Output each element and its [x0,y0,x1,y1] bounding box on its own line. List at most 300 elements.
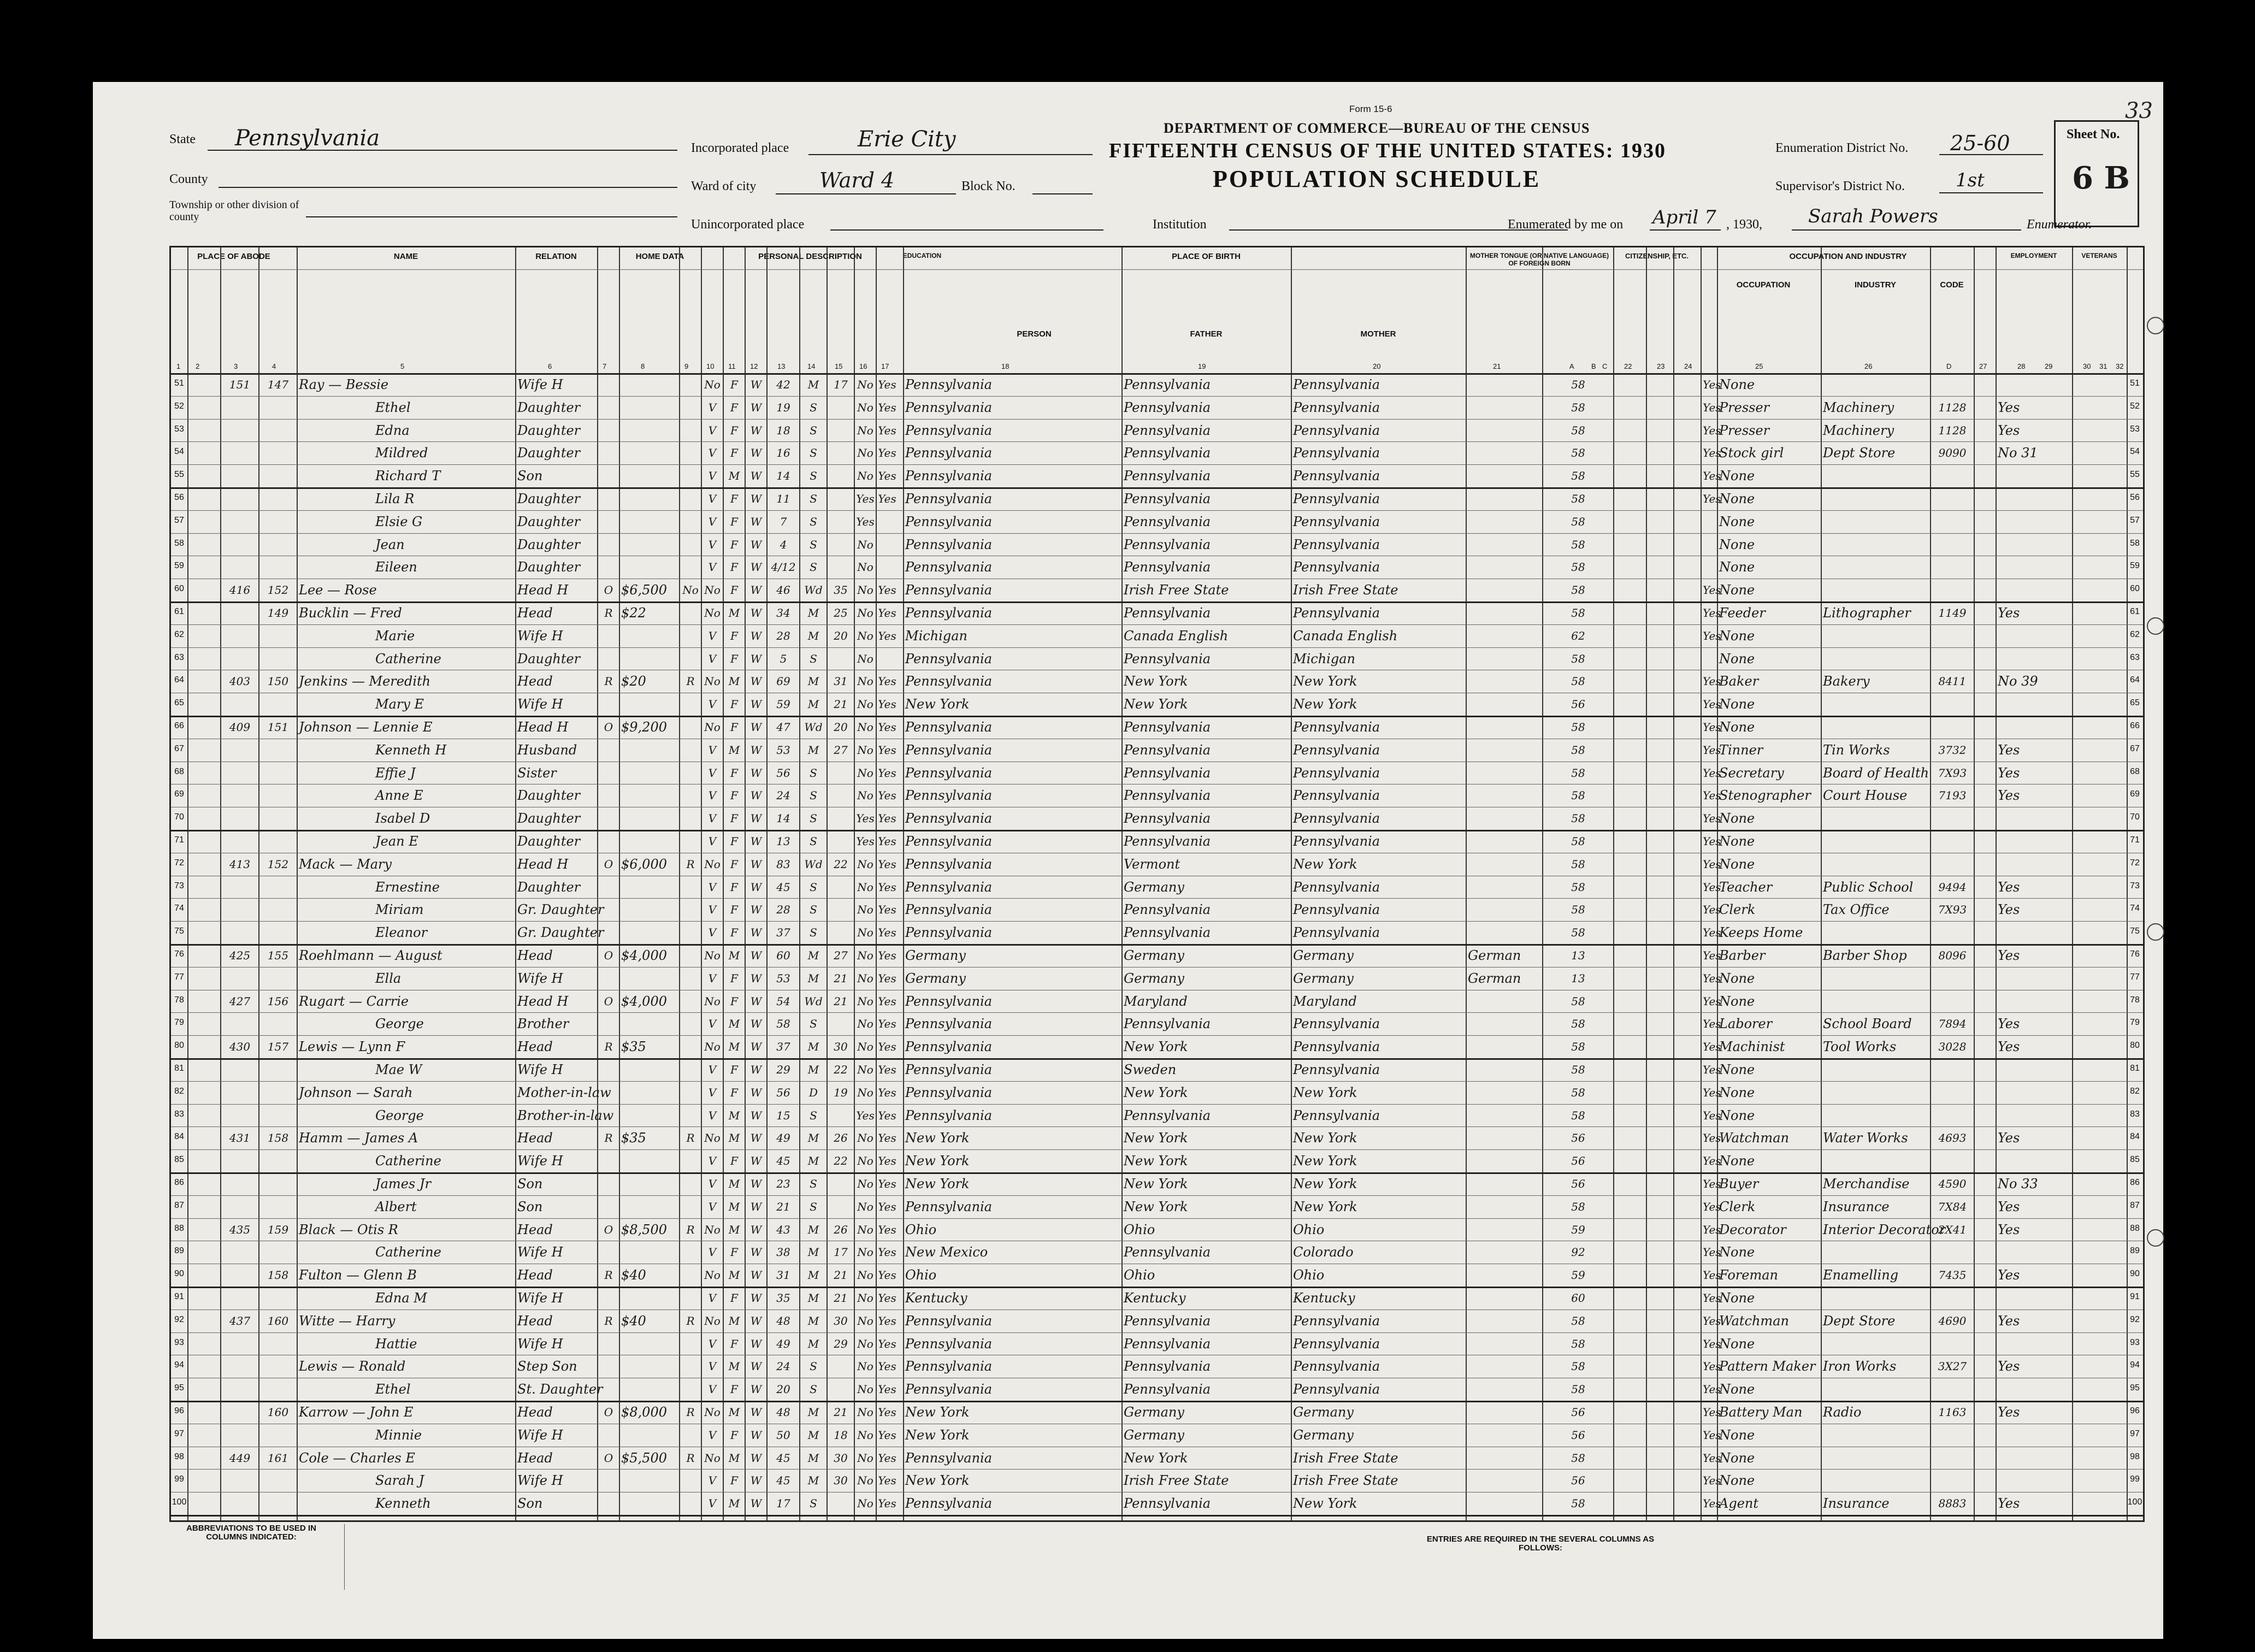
row-number-right: 94 [2130,1360,2140,1370]
cell-name: Richard T [375,468,441,484]
row-number: 98 [174,1452,184,1461]
cell-farm: No [704,583,721,597]
cell-sex: F [730,378,738,391]
cell-emp: Yes [1703,1497,1721,1511]
punch-hole [2147,1229,2164,1247]
cell-code: 58 [1571,1314,1585,1328]
cell-work: Yes [1998,879,2020,895]
cell-mb: Germany [1293,948,1354,963]
cell-fb: New York [1124,674,1188,689]
cell-read: Yes [878,1314,896,1328]
cell-read: Yes [878,949,896,962]
table-row [171,556,2143,579]
cell-work: Yes [1998,1313,2020,1329]
cell-emp: Yes [1703,1017,1721,1031]
punch-hole [2147,923,2164,941]
cell-occ: None [1719,559,1755,575]
cell-ind: Tin Works [1823,742,1890,758]
cell-emp: Yes [1703,629,1721,642]
cell-pb: Pennsylvania [905,925,993,941]
cell-radio: R [686,1131,695,1145]
cell-name: Jean [375,536,405,552]
cell-sch: No [857,1268,873,1282]
cell-pb: New York [905,1427,970,1443]
cell-ind: Iron Works [1823,1359,1897,1374]
cell-agem: 26 [834,1223,848,1236]
cell-age: 28 [776,629,790,642]
cell-sex: F [730,423,738,437]
cell-mb: Pennsylvania [1293,1359,1380,1374]
cell-occ: Decorator [1719,1222,1786,1237]
cell-occ: Stock girl [1719,445,1784,461]
table-row [171,579,2143,601]
cell-fb: Sweden [1124,1062,1177,1077]
cell-mb: Pennsylvania [1293,925,1380,941]
cell-emp: Yes [1703,1200,1721,1213]
cell-pb: Pennsylvania [905,834,993,849]
cell-agem: 21 [834,994,848,1008]
cell-rel: Head [517,674,553,689]
cell-fam: 151 [267,721,289,734]
cell-farm: V [708,1177,717,1190]
row-number: 71 [174,835,184,845]
cell-mar: S [810,469,817,483]
subhead-industry: INDUSTRY [1854,280,1897,290]
cell-sch: Yes [856,492,875,505]
cell-occ: None [1719,697,1755,712]
cell-name: Ernestine [375,879,440,895]
cell-name: Karrow — John E [299,1405,414,1420]
cell-pb: Pennsylvania [905,1336,993,1352]
cell-mb: New York [1293,1199,1357,1214]
cell-agem: 21 [834,971,848,985]
cell-age: 24 [776,789,790,803]
cell-age: 23 [776,1177,790,1190]
cell-read: Yes [878,1177,896,1190]
cell-name: Jenkins — Meredith [299,674,431,689]
cell-farm: V [708,492,717,505]
cell-race: W [750,743,762,757]
cell-own: R [604,1040,613,1054]
cell-code: 58 [1571,606,1585,620]
cell-sex: F [730,1337,738,1350]
cell-farm: No [704,1040,721,1054]
row-number-right: 74 [2130,904,2140,913]
cell-name: Hamm — James A [299,1130,418,1146]
cell-race: W [750,903,762,917]
cell-pb: Pennsylvania [905,1107,993,1123]
cell-code: 58 [1571,1063,1585,1076]
cell-ind: Enamelling [1823,1267,1899,1283]
cell-age: 13 [776,835,790,848]
cell-farm: V [708,1063,717,1076]
cell-sch: No [857,1360,873,1373]
cell-ind: Insurance [1823,1496,1890,1512]
cell-age: 21 [776,1200,790,1213]
cell-emp: Yes [1703,1154,1721,1168]
cell-sch: No [857,880,873,894]
column-number: 12 [750,362,758,370]
subhead-code: CODE [1940,280,1964,290]
cell-pb: Pennsylvania [905,491,993,506]
cell-farm: No [704,721,721,734]
cell-mb: Pennsylvania [1293,491,1380,506]
cell-farm: No [704,1223,721,1236]
cell-pb: Ohio [905,1267,937,1283]
cell-fb: Kentucky [1124,1290,1186,1306]
cell-fb: Germany [1124,1405,1184,1420]
cell-sex: F [730,400,738,414]
cell-agem: 22 [834,857,848,871]
cell-code: 58 [1571,1017,1585,1031]
cell-race: W [750,949,762,962]
cell-mar: S [810,926,817,940]
cell-code: 13 [1571,971,1585,985]
cell-age: 20 [776,1383,790,1396]
row-number: 85 [174,1155,184,1165]
cell-mar: M [807,1406,819,1419]
cell-ocode: 7894 [1938,1017,1967,1031]
table-row [171,487,2143,510]
row-number: 52 [174,401,184,411]
cell-race: W [750,1428,762,1442]
cell-emp: Yes [1703,1428,1721,1442]
row-number: 96 [174,1406,184,1415]
table-row [171,876,2143,899]
cell-occ: None [1719,719,1755,735]
cell-pb: Pennsylvania [905,1496,993,1512]
cell-fb: Ohio [1124,1222,1155,1237]
cell-mar: S [810,1360,817,1373]
cell-age: 14 [776,812,790,825]
cell-occ: Baker [1719,674,1759,689]
cell-own: O [604,1223,613,1236]
cell-fb: Pennsylvania [1124,651,1211,666]
row-number: 82 [174,1086,184,1096]
cell-fam: 150 [267,675,289,688]
cell-sex: M [728,675,740,688]
cell-race: W [750,423,762,437]
row-number: 70 [174,812,184,822]
cell-farm: V [708,1246,717,1259]
cell-mb: Pennsylvania [1293,1107,1380,1123]
cell-mb: Pennsylvania [1293,1382,1380,1397]
cell-age: 4/12 [771,560,796,574]
row-number: 84 [174,1132,184,1142]
cell-pb: Pennsylvania [905,765,993,781]
table-row [171,990,2143,1013]
cell-read: Yes [878,903,896,917]
schedule-title: POPULATION SCHEDULE [1213,166,1541,192]
cell-mar: M [807,1291,819,1305]
column-number: 30 [2083,362,2091,370]
cell-sex: M [728,1268,740,1282]
cell-occ: None [1719,970,1755,986]
cell-ocode: 9090 [1938,446,1967,460]
cell-read: Yes [878,789,896,803]
cell-name: Catherine [375,1153,441,1169]
cell-sch: No [857,1017,873,1031]
cell-emp: Yes [1703,743,1721,757]
cell-radio: R [686,675,695,688]
cell-occ: None [1719,1336,1755,1352]
cell-house: 437 [229,1314,251,1328]
cell-code: 58 [1571,583,1585,597]
cell-sch: No [857,743,873,757]
cell-emp: Yes [1703,1040,1721,1054]
cell-mar: S [810,835,817,848]
cell-mar: Wd [804,994,823,1008]
table-row [171,830,2143,853]
column-number: 24 [1684,362,1692,370]
cell-sch: No [857,1154,873,1168]
cell-rel: Son [517,1199,543,1214]
cell-pb: New York [905,1176,970,1191]
cell-name: Fulton — Glenn B [299,1267,417,1283]
cell-read: Yes [878,1360,896,1373]
cell-age: 49 [776,1337,790,1350]
cell-emp: Yes [1703,1177,1721,1190]
cell-pb: Ohio [905,1222,937,1237]
form-number: Form 15-6 [1349,104,1392,114]
subhead-father: FATHER [1190,329,1223,339]
cell-ocode: 1128 [1938,423,1967,437]
cell-emp: Yes [1703,880,1721,894]
cell-occ: Pattern Maker [1719,1359,1816,1374]
cell-occ: None [1719,582,1755,598]
cell-occ: Presser [1719,422,1770,438]
cell-code: 58 [1571,652,1585,665]
cell-sex: M [728,1360,740,1373]
cell-code: 58 [1571,675,1585,688]
county-label: County [169,172,208,186]
cell-emp: Yes [1703,1223,1721,1236]
cell-name: Jean E [375,834,418,849]
row-number: 56 [174,493,184,502]
cell-code: 56 [1571,1428,1585,1442]
cell-fb: Ohio [1124,1267,1155,1283]
row-number: 94 [174,1360,184,1370]
row-number: 88 [174,1223,184,1233]
cell-ocode: 3732 [1938,743,1967,757]
cell-name: Isabel D [375,811,430,827]
cell-sex: M [728,1406,740,1419]
group-personal: PERSONAL DESCRIPTION [758,252,862,261]
cell-fb: New York [1124,1039,1188,1055]
cell-mb: Germany [1293,970,1354,986]
cell-code: 58 [1571,857,1585,871]
cell-read: Yes [878,1200,896,1213]
cell-ocode: 3028 [1938,1040,1967,1054]
cell-own: O [604,583,613,597]
cell-race: W [750,1246,762,1259]
cell-fb: Pennsylvania [1124,559,1211,575]
cell-agem: 30 [834,1451,848,1465]
cell-code: 58 [1571,1040,1585,1054]
cell-lang: German [1468,948,1521,963]
cell-ocode: 7X93 [1938,766,1967,780]
cell-mar: S [810,1497,817,1511]
cell-pb: New York [905,1130,970,1146]
cell-farm: No [704,949,721,962]
cell-sex: M [728,1017,740,1031]
cell-race: W [750,446,762,460]
cell-age: 59 [776,698,790,711]
cell-rel: Head H [517,856,569,872]
cell-age: 42 [776,378,790,391]
cell-code: 58 [1571,515,1585,528]
cell-pb: New York [905,1473,970,1489]
table-row [171,693,2143,716]
row-number: 63 [174,652,184,662]
row-number-right: 58 [2130,538,2140,548]
row-number: 80 [174,1041,184,1051]
cell-race: W [750,1474,762,1488]
cell-occ: None [1719,993,1755,1009]
cell-read: Yes [878,812,896,825]
cell-sex: F [730,903,738,917]
cell-sex: F [730,1063,738,1076]
cell-sch: No [857,721,873,734]
column-number: 4 [272,362,276,370]
cell-age: 45 [776,1451,790,1465]
cell-fb: New York [1124,697,1188,712]
group-citizenship: CITIZENSHIP, ETC. [1625,252,1689,260]
cell-radio: No [682,583,699,597]
cell-ind: Dept Store [1823,445,1896,461]
cell-mb: Pennsylvania [1293,1313,1380,1329]
cell-house: 425 [229,949,251,962]
cell-sex: F [730,1085,738,1099]
cell-farm: V [708,789,717,803]
cell-mb: Maryland [1293,993,1357,1009]
cell-fb: Pennsylvania [1124,1382,1211,1397]
column-number: 8 [641,362,645,370]
row-number: 95 [174,1383,184,1393]
cell-name: Ethel [375,1382,411,1397]
cell-emp: Yes [1703,721,1721,734]
row-number: 91 [174,1292,184,1301]
row-number-right: 96 [2130,1406,2140,1415]
cell-pb: Pennsylvania [905,1313,993,1329]
row-number-right: 91 [2130,1292,2140,1301]
row-number: 93 [174,1337,184,1347]
cell-name: Edna [375,422,410,438]
cell-name: Mae W [375,1062,422,1077]
cell-mb: New York [1293,697,1357,712]
cell-farm: V [708,766,717,780]
cell-fb: Pennsylvania [1124,605,1211,621]
cell-pb: Pennsylvania [905,993,993,1009]
cell-fb: Maryland [1124,993,1188,1009]
cell-sch: No [857,469,873,483]
cell-name: Edna M [375,1290,427,1306]
cell-name: Hattie [375,1336,417,1352]
cell-race: W [750,1017,762,1031]
cell-mar: S [810,492,817,505]
township-label: Township or other division of county [169,199,299,223]
cell-read: Yes [878,1451,896,1465]
cell-val: $9,200 [621,719,667,735]
cell-age: 37 [776,926,790,940]
cell-age: 11 [776,492,790,505]
cell-fam: 160 [267,1314,289,1328]
cell-mar: M [807,629,819,642]
cell-rel: Wife H [517,1290,563,1306]
cell-work: Yes [1998,1130,2020,1146]
cell-code: 58 [1571,994,1585,1008]
cell-race: W [750,1360,762,1373]
cell-val: $4,000 [621,993,667,1009]
cell-mb: Pennsylvania [1293,742,1380,758]
cell-read: Yes [878,1428,896,1442]
cell-agem: 17 [834,378,848,391]
cell-emp: Yes [1703,857,1721,871]
cell-occ: None [1719,834,1755,849]
cell-farm: V [708,1497,717,1511]
cell-sch: No [857,1383,873,1396]
cell-age: 45 [776,880,790,894]
census-title: FIFTEENTH CENSUS OF THE UNITED STATES: 1930 [1109,139,1667,162]
cell-lang: German [1468,970,1521,986]
cell-pb: Pennsylvania [905,1016,993,1032]
row-number: 64 [174,675,184,685]
cell-race: W [750,789,762,803]
cell-emp: Yes [1703,446,1721,460]
cell-fb: Pennsylvania [1124,445,1211,461]
cell-age: 19 [776,400,790,414]
cell-agem: 21 [834,1291,848,1305]
column-number: 3 [234,362,238,370]
cell-code: 56 [1571,1154,1585,1168]
cell-work: Yes [1998,1016,2020,1032]
cell-ocode: 1163 [1938,1406,1967,1419]
cell-race: W [750,1200,762,1213]
cell-emp: Yes [1703,423,1721,437]
cell-farm: V [708,400,717,414]
cell-occ: None [1719,377,1755,392]
cell-farm: No [704,1131,721,1145]
cell-read: Yes [878,423,896,437]
cell-name: George [375,1107,424,1123]
cell-val: $4,000 [621,948,667,963]
cell-code: 13 [1571,949,1585,962]
cell-agem: 27 [834,949,848,962]
cell-emp: Yes [1703,1406,1721,1419]
cell-pb: Pennsylvania [905,605,993,621]
cell-code: 58 [1571,926,1585,940]
column-number: 29 [2045,362,2053,370]
cell-fb: Pennsylvania [1124,925,1211,941]
cell-read: Yes [878,1085,896,1099]
cell-occ: Secretary [1719,765,1784,781]
row-number-right: 59 [2130,561,2140,571]
cell-pb: Pennsylvania [905,1450,993,1466]
cell-sch: No [857,1200,873,1213]
column-number: 18 [1001,362,1010,370]
cell-age: 47 [776,721,790,734]
punch-hole [2147,617,2164,635]
cell-sch: No [857,789,873,803]
cell-read: Yes [878,1497,896,1511]
cell-occ: Watchman [1719,1313,1789,1329]
cell-house: 431 [229,1131,251,1145]
cell-fam: 157 [267,1040,289,1054]
cell-name: George [375,1016,424,1032]
cell-fb: New York [1124,1153,1188,1169]
block-label: Block No. [961,179,1016,193]
cell-age: 69 [776,675,790,688]
